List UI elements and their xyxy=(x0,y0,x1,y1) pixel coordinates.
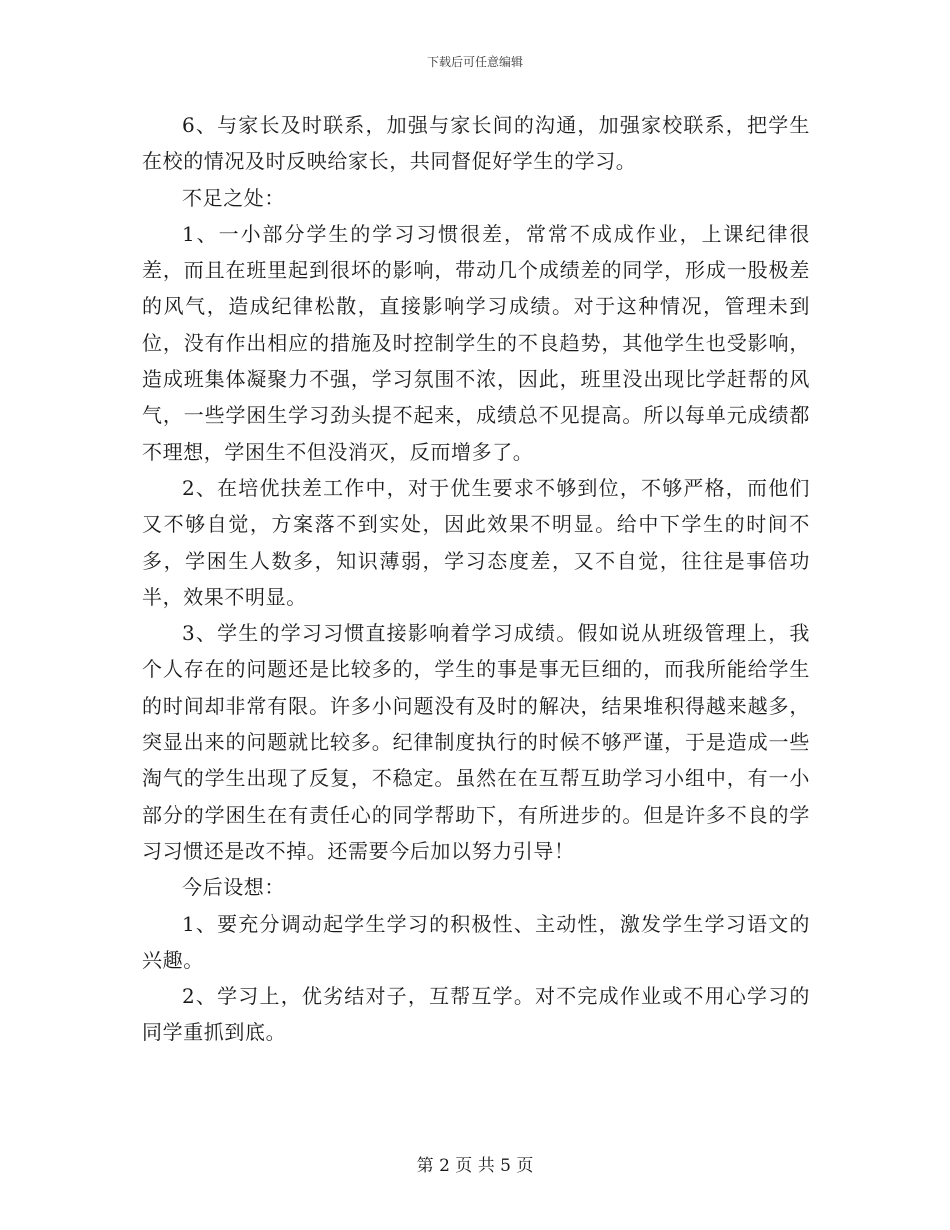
paragraph-shortcoming-2: 2、在培优扶差工作中，对于优生要求不够到位，不够严格，而他们又不够自觉，方案落不到实处，因此效果不明显。给中下学生的时间不多，学困生人数多，知识薄弱，学习态度差，又不自觉，往往是事倍功半，效果不明显。 xyxy=(142,475,810,609)
document-body xyxy=(142,107,810,1051)
page-header-note: 下载后可任意编辑 xyxy=(426,55,523,69)
paragraph-item-6-parent-contact: 6、与家长及时联系，加强与家长间的沟通，加强家校联系，把学生在校的情况及时反映给家长，共同督促好学生的学习。 xyxy=(142,113,810,174)
paragraph-shortcoming-1: 1、一小部分学生的学习习惯很差，常常不成成作业，上课纪律很差，而且在班里起到很坏的影响，带动几个成绩差的同学，形成一股极差的风气，造成纪律松散，直接影响学习成绩。对于这种情况，管理未到位，没有作出相应的措施及时控制学生的不良趋势，其他学生也受影响，造成班集体凝聚力不强，学习氛围不浓，因此，班里没出现比学赶帮的风气，一些学困生学习劲头提不起来，成绩总不见提高。所以每单元成绩都不理想，学困生不但没消灭，反而增多了。 xyxy=(142,221,810,464)
paragraph-plan-1: 1、要充分调动起学生学习的积极性、主动性，激发学生学习语文的兴趣。 xyxy=(142,911,810,972)
section-heading-future-plans: 今后设想： xyxy=(182,875,285,900)
paragraph-shortcoming-3: 3、学生的学习习惯直接影响着学习成绩。假如说从班级管理上，我个人存在的问题还是比较多的，学生的事是事无巨细的，而我所能给学生的时间却非常有限。许多小问题没有及时的解决，结果堆积得越来越多，突显出来的问题就比较多。纪律制度执行的时候不够严谨，于是造成一些淘气的学生出现了反复，不稳定。虽然在在互帮互助学习小组中，有一小部分的学困生在有责任心的同学帮助下，有所进步的。但是许多不良的学习习惯还是改不掉。还需要今后加以努力引导！ xyxy=(142,621,810,863)
page-number-footer: 第 2 页 共 5 页 xyxy=(416,1156,534,1176)
section-heading-shortcomings: 不足之处： xyxy=(182,185,285,210)
paragraph-plan-2: 2、学习上，优劣结对子，互帮互学。对不完成作业或不用心学习的同学重抓到底。 xyxy=(142,984,810,1045)
